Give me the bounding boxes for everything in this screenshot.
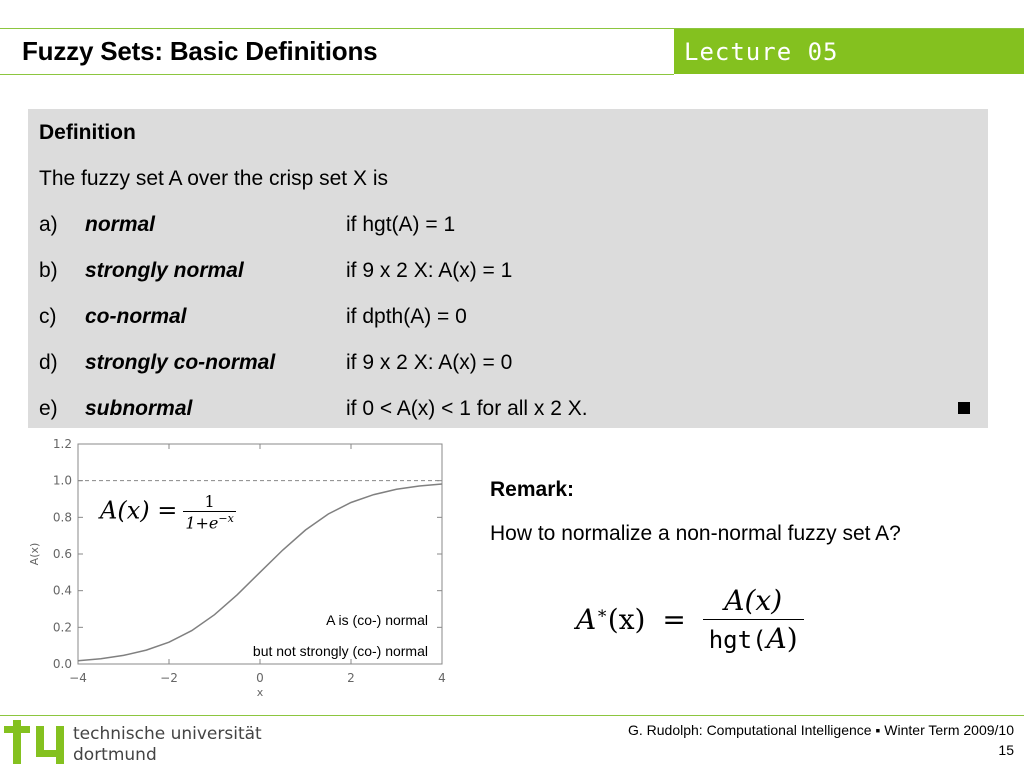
y-tick-label: 0.0 [52, 657, 72, 671]
formula-fraction [703, 584, 804, 655]
item-condition: if hgt(A) = 1 [346, 213, 456, 236]
chart-formula-numerator: 1 [183, 492, 235, 512]
chart-formula [100, 492, 236, 532]
item-term: normal [85, 213, 156, 236]
y-axis-label: A(x) [28, 542, 41, 566]
x-tick-label: −4 [69, 671, 87, 685]
slide-title: Fuzzy Sets: Basic Definitions [22, 36, 378, 66]
formula-den-arg: A [766, 622, 787, 655]
item-letter: d) [39, 351, 58, 374]
formula-lhs-base: A [576, 603, 597, 636]
item-term: co-normal [85, 305, 187, 328]
item-condition: if 9 x 2 X: A(x) = 1 [346, 259, 513, 282]
item-condition: if 0 < A(x) < 1 for all x 2 X. [346, 397, 588, 420]
x-tick-label: −2 [160, 671, 178, 685]
y-tick-label: 0.8 [52, 510, 72, 525]
x-tick-label: 0 [256, 671, 264, 685]
lecture-banner [674, 29, 1024, 74]
y-tick-label: 0.4 [52, 583, 72, 598]
page-number: 15 [998, 742, 1014, 758]
item-condition: if dpth(A) = 0 [346, 305, 467, 328]
university-line-1: technische universität [73, 724, 262, 744]
formula-numerator: A(x) [703, 584, 804, 620]
definition-heading: Definition [39, 121, 136, 144]
formula-lhs-star: ∗ [596, 603, 608, 624]
header-bottom-rule [0, 74, 674, 75]
remark-title: Remark: [490, 478, 575, 501]
sigmoid-chart [22, 430, 462, 705]
chart-annotation-not-strongly: but not strongly (co-) normal [252, 643, 428, 659]
item-letter: a) [39, 213, 58, 236]
lecture-label: Lecture 05 [684, 38, 839, 66]
y-tick-label: 1.0 [52, 473, 72, 488]
formula-denominator [703, 620, 804, 655]
chart-formula-den-exponent: −x [218, 512, 234, 525]
x-tick-label: 4 [438, 671, 446, 685]
x-axis-label: x [256, 686, 264, 699]
footer-credit: G. Rudolph: Computational Intelligence ▪ Winter Term 2009/10 [627, 722, 1014, 738]
university-line-2: dortmund [73, 745, 157, 765]
formula-equals: = [662, 603, 686, 636]
chart-formula-lhs: A(x) = [100, 496, 178, 525]
item-term: strongly co-normal [85, 351, 276, 374]
formula-den-close: ) [786, 622, 798, 655]
item-condition: if 9 x 2 X: A(x) = 0 [346, 351, 513, 374]
x-tick-label: 2 [347, 671, 355, 685]
formula-lhs [576, 603, 645, 636]
definition-box [28, 109, 988, 428]
chart-annotation-normal: A is (co-) normal [326, 612, 428, 628]
chart-formula-fraction [183, 492, 235, 532]
definition-intro: The fuzzy set A over the crisp set X is [39, 167, 388, 190]
end-of-definition-mark [958, 402, 970, 414]
formula-lhs-arg: (x) [607, 603, 646, 636]
plot-frame [78, 444, 442, 664]
item-letter: b) [39, 259, 58, 282]
normalization-formula [576, 584, 804, 655]
item-letter: e) [39, 397, 58, 420]
y-tick-label: 0.6 [52, 547, 72, 561]
chart-formula-den-base: 1+e [185, 513, 219, 533]
y-tick-label: 0.2 [52, 620, 72, 635]
tu-logo-mark [4, 720, 64, 764]
remark-text: How to normalize a non-normal fuzzy set A? [490, 522, 901, 545]
university-name [73, 724, 262, 766]
item-term: strongly normal [85, 259, 244, 282]
tu-dortmund-logo [4, 716, 68, 766]
chart-formula-denominator [183, 512, 235, 532]
item-letter: c) [39, 305, 57, 328]
footer-rule [0, 715, 1024, 716]
y-tick-label: 1.2 [52, 437, 72, 451]
formula-den-func: hgt( [708, 626, 767, 654]
item-term: subnormal [85, 397, 193, 420]
